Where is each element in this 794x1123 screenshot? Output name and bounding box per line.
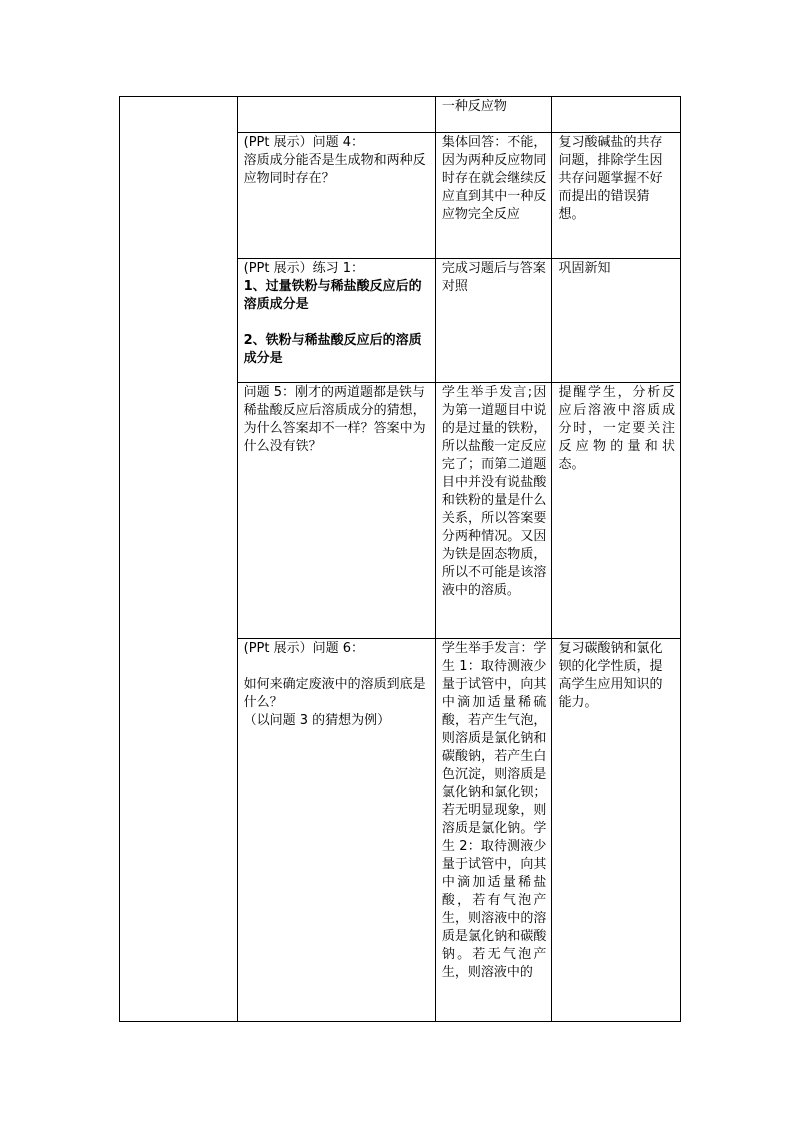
student-activity-cell (435, 259, 552, 383)
exercise-item-2: 2、铁粉与稀盐酸反应后的溶质成分是 (243, 333, 422, 366)
student-activity-text: 学生举手发言;因为第一道题目中说的是过量的铁粉，所以盐酸一定反应完了；而第二道题目中并没有说盐酸和铁粉的量是什么关系，所以答案要分两种情况。又因为铁是固态物质，所以不可能是该溶液中的溶质。 (441, 385, 547, 598)
teacher-activity-cell (237, 97, 435, 133)
student-activity-text: 一种反应物 (441, 99, 507, 114)
student-activity-text: 学生举手发言：学生 1：取待测液少量于试管中，向其中滴加适量稀硫酸，若产生气泡，则溶质是氯化钠和碳酸钠，若产生白色沉淀，则溶质是氯化钠和氯化钡；若无明显现象，则溶质是氯化钠。学生 2：取待测液少量于试管中，向其中滴加适量稀盐酸，若有气泡产生，则溶液中的溶质是氯化钠和碳酸钠。若无气泡产生，则溶液中的 (441, 641, 547, 980)
design-intent-text: 复习碳酸钠和氯化钡的化学性质，提高学生应用知识的能力。 (558, 641, 663, 710)
spacer (244, 658, 430, 676)
student-activity-text: 集体回答：不能，因为两种反应物同时存在就会继续反应直到其中一种反应物完全反应 (441, 135, 547, 222)
student-activity-text: 完成习题后与答案对照 (441, 261, 546, 294)
question-text: 如何来确定废液中的溶质到底是什么？ (243, 677, 426, 710)
design-intent-text: 复习酸碱盐的共存问题，排除学生因共存问题掌握不好而提出的错误猜想。 (558, 135, 663, 222)
teacher-activity-cell (237, 259, 435, 383)
table-row (120, 97, 681, 133)
design-intent-cell (552, 259, 681, 383)
question-text: 问题 5：刚才的两道题都是铁与稀盐酸反应后溶质成分的猜想，为什么答案却不一样？答案中为什么没有铁？ (243, 385, 426, 454)
question-text: 溶质成分能否是生成物和两种反应物同时存在？ (243, 153, 426, 186)
design-intent-cell (552, 97, 681, 133)
design-intent-text: 巩固新知 (558, 261, 611, 276)
design-intent-text: 提醒学生，分析反应后溶液中溶质成分时，一定要关注反应物的量和状态。 (558, 385, 675, 472)
teacher-activity-cell (237, 133, 435, 259)
exercise-item-1: 1、过量铁粉与稀盐酸反应后的溶质成分是 (243, 279, 422, 312)
student-activity-cell (435, 639, 552, 1022)
design-intent-cell (552, 133, 681, 259)
student-activity-cell (435, 383, 552, 639)
lesson-plan-table (119, 96, 681, 1022)
stage-cell (120, 97, 238, 1022)
ppt-label: (PPt 展示）问题 6： (243, 641, 365, 656)
student-activity-cell (435, 133, 552, 259)
ppt-label: (PPt 展示）练习 1： (243, 261, 365, 276)
question-note: （以问题 3 的猜想为例） (243, 713, 391, 728)
teacher-activity-cell (237, 639, 435, 1022)
design-intent-cell (552, 639, 681, 1022)
teacher-activity-cell (237, 383, 435, 639)
spacer (244, 314, 430, 332)
ppt-label: (PPt 展示）问题 4： (243, 135, 365, 150)
design-intent-cell (552, 383, 681, 639)
student-activity-cell (435, 97, 552, 133)
